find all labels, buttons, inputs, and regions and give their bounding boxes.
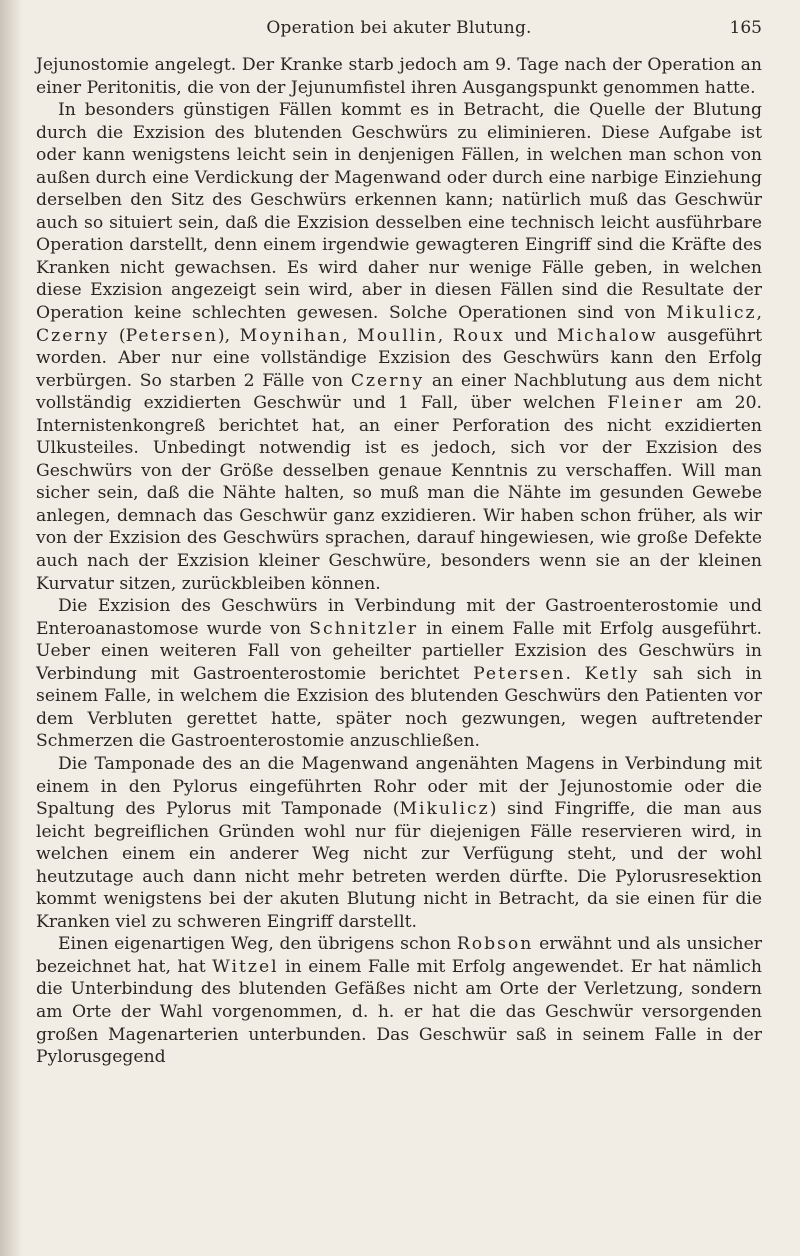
author-name: Mikulicz [666,303,757,324]
text-run: an einer Nachblutung aus dem nicht vollständig exzidierten Geschwür und 1 Fall, über welchen [36,370,762,414]
text-run: Die Tamponade des an die Magenwand angenähten Magens in Verbindung mit einem in den Pylorus eingeführten Rohr oder mit der Jejunostomie oder die Spaltung des Pylorus mit Tamponade ( [36,753,762,820]
paragraph [36,99,762,595]
author-name: Roux [452,325,505,346]
paragraph [36,753,762,933]
author-name: Moullin [357,325,438,346]
text-run: Die Exzision des Geschwürs in Verbindung mit der Gastroenterostomie und Enteroanastomose wurde von [36,596,762,639]
text-run: und [504,325,557,346]
text-run: Jejunostomie angelegt. Der Kranke starb jedoch am 9. Tage nach der Operation an einer Peritonitis, die von der Jejunumfistel ihren Ausgangspunkt genommen hatte. [36,55,762,98]
text-run: In besonders günstigen Fällen kommt es in Betracht, die Quelle der Blutung durch die Exzision des blutenden Geschwürs zu eliminieren. Diese Aufgabe ist oder kann wenigstens leicht sein in denjenigen Fällen, in welchen man schon von außen durch eine Verdickung der Magenwand oder durch eine narbige Einziehung derselben den Sitz des Geschwürs erkennen kann; natürlich muß das Geschwür auch so situiert sein, daß die Exzision desselben eine technisch leicht ausführbare Operation darstellt, denn einem irgendwie gewagteren Eingriff sind die Kräfte des Kranken nicht gewachsen. Es wird daher nur wenige Fälle geben, in welchen diese Exzision angezeigt sein wird, aber in diesen Fällen sind die Resultate der Operation keine schlechten gewesen. Solche Operationen sind von [36,100,762,324]
page-header [36,18,762,48]
text-run: , [437,325,453,346]
text-run: in einem Falle mit Erfolg angewendet. Er hat nämlich die Unterbindung des blutenden Gefäßes nicht am Orte der Verletzung, sondern am Orte der Wahl vorgenommen, d. h. er hat die das Geschwür versorgenden großen Magenarterien unterbunden. Das Geschwür saß in seinem Falle in der Pylorusgegend [36,956,762,1068]
author-name: Moynihan [239,325,343,346]
author-name: Witzel [212,956,279,977]
author-name: Schnitzler [309,618,419,639]
text-run: Einen eigenartigen Weg, den übrigens schon [58,934,457,955]
text-run: sah sich in seinem Falle, in welchem die Exzision des blutenden Geschwürs den Patienten vor dem Verbluten gerettet hatte, später noch gezwungen, wegen auftretender Schmerzen die Gastroenterostomie anzuschließen. [36,663,762,752]
text-run: . [565,663,585,684]
paragraph [36,595,762,753]
author-name: Czerny [350,370,425,391]
text-run: ( [109,325,126,346]
author-name: Fleiner [607,393,684,414]
body-text [36,54,762,1069]
page-number: 165 [729,18,762,38]
paragraph [36,933,762,1068]
text-run: , [756,303,762,324]
paragraph [36,54,762,99]
author-name: Robson [456,934,534,955]
author-name: Czerny [36,325,110,346]
author-name: Petersen [125,325,218,346]
text-run: erwähnt und als unsicher bezeichnet hat, hat [36,934,762,977]
text-run: ausgeführt worden. Aber nur eine vollständige Exzision des Geschwürs kann den Erfolg verbürgen. So starben 2 Fälle von [36,325,762,391]
author-name: Mikulicz [399,799,490,820]
text-run: ), [217,325,240,346]
text-run: ) sind Fingriffe, die man aus leicht begreiflichen Gründen wohl nur für diejenigen Fälle reservieren wird, in welchen einem ein anderer Weg nicht zur Verfügung steht, und der wohl heutzutage auch dann nicht mehr betreten werden dürfte. Die Pylorusresektion kommt wenigstens bei der akuten Blutung nicht in Betracht, da sie einen für die Kranken viel zu schweren Eingriff darstellt. [36,799,762,932]
running-title: Operation bei akuter Blutung. [266,18,532,38]
author-name: Michalow [556,325,658,346]
author-name: Petersen [473,663,566,684]
text-run: , [342,325,358,346]
text-run: in einem Falle mit Erfolg ausgeführt. Ueber einen weiteren Fall von geheilter partieller Exzision des Geschwürs in Verbindung mit Gastroenterostomie berichtet [36,618,762,684]
author-name: Ketly [584,663,640,684]
text-run: am 20. Internistenkongreß berichtet hat, an einer Perforation des nicht exzidierten Ulkusteiles. Unbedingt notwendig ist es jedoch, sich vor der Exzision des Geschwürs von der Größe desselben genaue Kenntnis zu verschaffen. Will man sicher sein, daß die Nähte halten, so muß man die Nähte im gesunden Gewebe anlegen, demnach das Geschwür ganz exzidieren. Wir haben schon früher, als wir von der Exzision des Geschwürs sprachen, darauf hingewiesen, wie große Defekte auch nach der Exzision kleiner Geschwüre, besonders wenn sie an der kleinen Kurvatur sitzen, zurückbleiben können. [36,393,762,594]
